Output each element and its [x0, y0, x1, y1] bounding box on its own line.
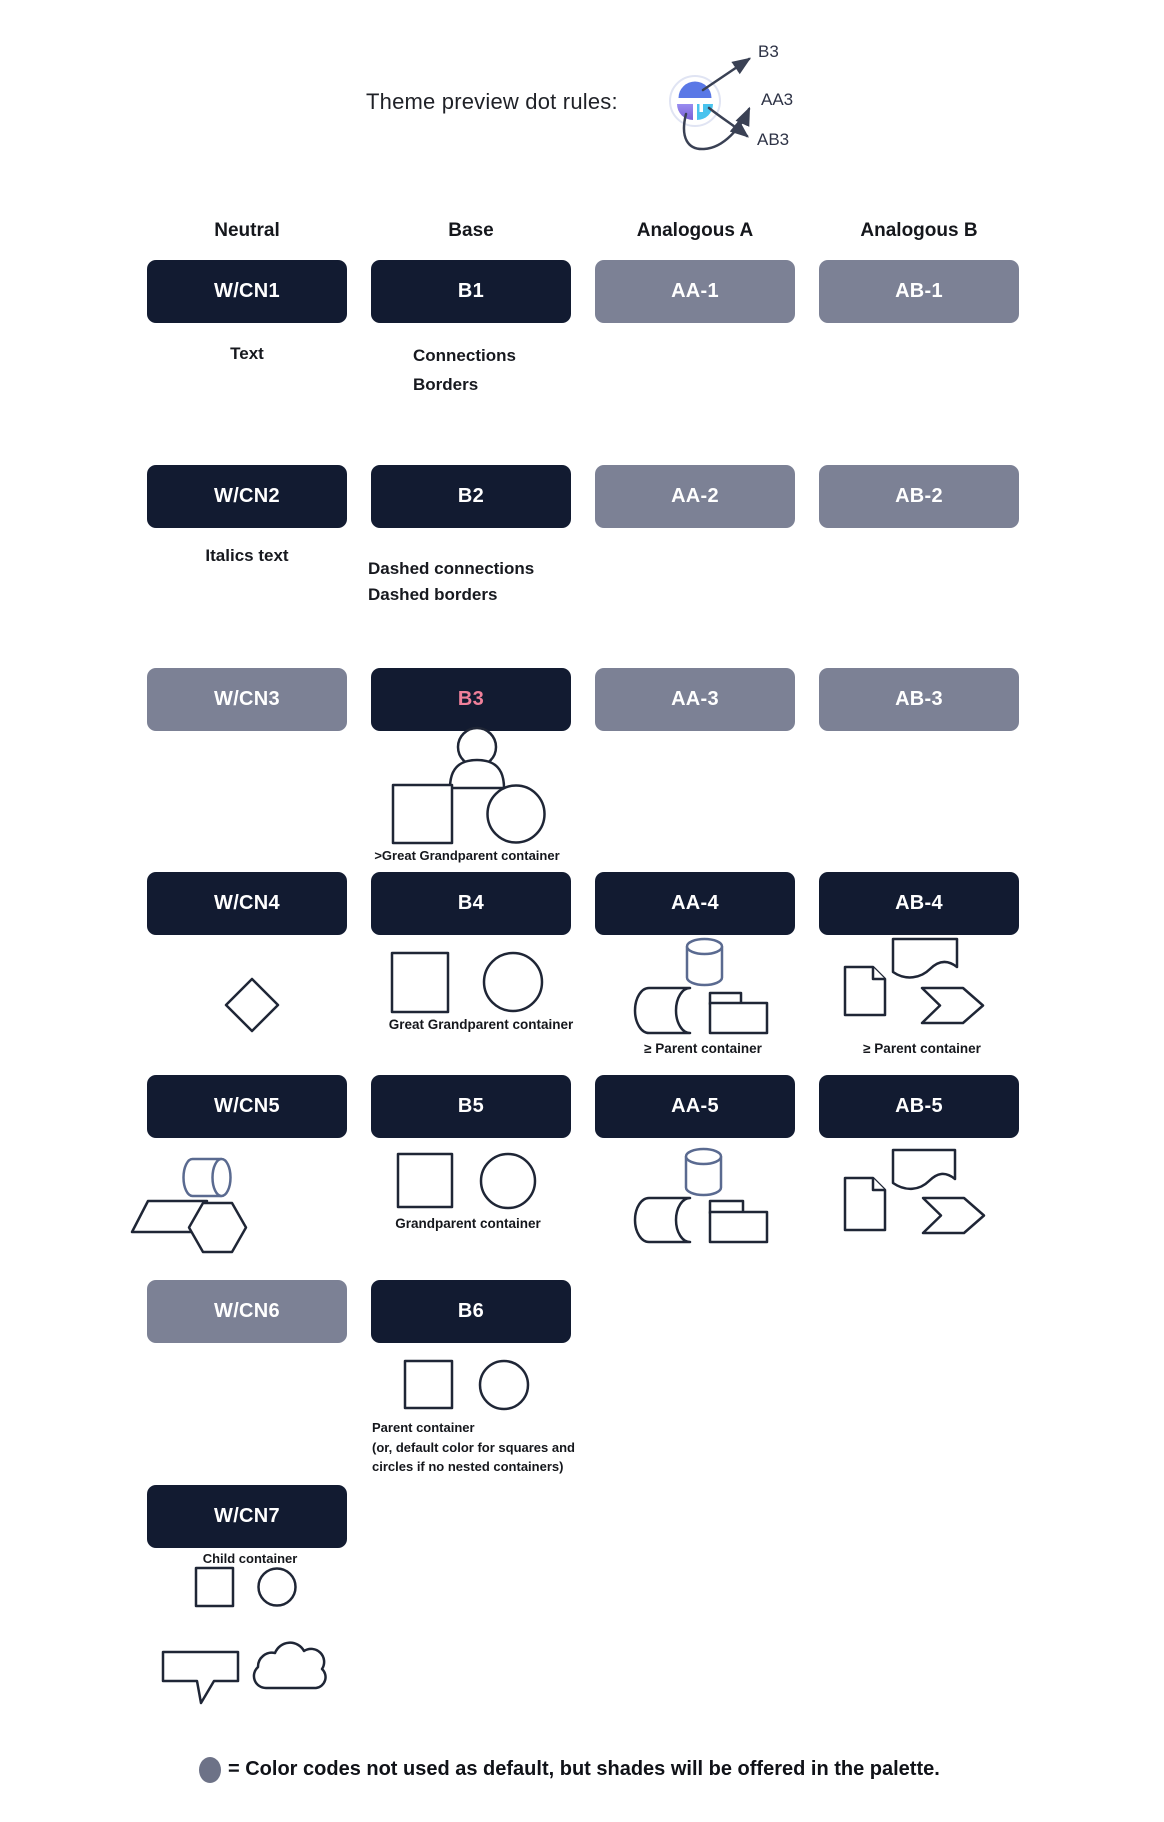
chip-label: B3	[457, 688, 485, 710]
chevron-icon	[923, 1198, 984, 1233]
chip-label: W/CN2	[214, 485, 280, 507]
wcn7-child-shapes	[163, 1568, 326, 1703]
chip-label: W/CN4	[214, 892, 280, 914]
note-line: Borders	[413, 375, 479, 394]
chip-label: W/CN5	[214, 1095, 280, 1117]
legend-text: = Color codes not used as default, but shades will be offered in the palette.	[228, 1758, 940, 1780]
circle-icon	[484, 953, 542, 1011]
page-icon	[845, 1178, 885, 1230]
chip-label: W/CN1	[214, 280, 280, 302]
stored-data-icon	[635, 988, 690, 1033]
chip-label: AA-3	[671, 688, 719, 710]
dot-target-label-b3: B3	[758, 42, 779, 61]
cloud-icon	[254, 1643, 326, 1688]
caption-b3: >Great Grandparent container	[374, 848, 560, 863]
circle-icon	[481, 1154, 535, 1208]
page-icon	[845, 967, 885, 1015]
b3-great-grandparent-shapes	[393, 728, 545, 843]
cylinder-icon	[687, 939, 722, 985]
note-line: Dashed borders	[368, 585, 498, 604]
square-icon	[393, 785, 452, 843]
chip-label: B1	[457, 280, 485, 302]
tab-card-icon	[710, 1201, 767, 1242]
caption-line: Parent container	[372, 1420, 475, 1435]
aa4-parent-shapes	[635, 939, 767, 1033]
chip-label: AB-2	[895, 485, 943, 507]
column-header-neutral: Neutral	[214, 220, 280, 241]
square-icon	[196, 1568, 233, 1606]
dot-target-label-aa3: AA3	[761, 90, 794, 109]
b5-grandparent-shapes	[398, 1154, 535, 1208]
dot-target-label-ab3: AB3	[757, 130, 790, 149]
chip-label: B4	[457, 892, 485, 914]
hexagon-icon	[189, 1203, 246, 1252]
ab5-shapes	[845, 1150, 984, 1233]
tab-card-icon	[710, 993, 767, 1033]
wcn5-shapes	[132, 1159, 246, 1252]
caption-b4: Great Grandparent container	[388, 1017, 574, 1032]
note-line: Connections	[413, 346, 516, 365]
chip-label: AB-3	[895, 688, 943, 710]
b4-great-grandparent-shapes	[392, 953, 542, 1012]
square-icon	[398, 1154, 452, 1207]
chip-label: B5	[457, 1095, 485, 1117]
horizontal-cylinder-icon	[184, 1159, 231, 1196]
cylinder-icon	[686, 1149, 721, 1195]
chip-label: AA-1	[671, 280, 719, 302]
chevron-icon	[922, 988, 983, 1023]
page-title: Theme preview dot rules:	[366, 89, 618, 114]
chip-label: B6	[457, 1300, 485, 1322]
chip-label: W/CN3	[214, 688, 280, 710]
chip-label: AA-5	[671, 1095, 719, 1117]
note-wcn2: Italics text	[205, 546, 289, 565]
chip-label: B2	[457, 485, 485, 507]
circle-icon	[480, 1361, 528, 1409]
circle-icon	[488, 786, 545, 843]
caption-aa4: ≥ Parent container	[644, 1041, 762, 1056]
chip-label: W/CN7	[214, 1505, 280, 1527]
chip-label: AA-4	[671, 892, 719, 914]
square-icon	[392, 953, 448, 1012]
b6-parent-shapes	[405, 1361, 528, 1409]
arrow-to-b3	[703, 59, 749, 90]
caption-ab4: ≥ Parent container	[863, 1041, 981, 1056]
note-line: Dashed connections	[368, 559, 535, 578]
caption-b5: Grandparent container	[395, 1216, 541, 1231]
speech-bubble-icon	[163, 1652, 238, 1703]
column-header-analogous-b: Analogous B	[860, 220, 978, 241]
square-icon	[405, 1361, 452, 1408]
note-wcn1: Text	[230, 344, 264, 363]
aa5-shapes	[635, 1149, 767, 1242]
wavy-document-icon	[893, 1150, 955, 1189]
person-shoulders	[450, 760, 504, 788]
caption-wcn7: Child container	[202, 1551, 298, 1566]
chip-label: AB-1	[895, 280, 943, 302]
caption-line: circles if no nested containers)	[372, 1459, 564, 1474]
chip-label: AB-4	[895, 892, 943, 914]
wavy-document-icon	[893, 939, 957, 977]
chip-label: AB-5	[895, 1095, 943, 1117]
stored-data-icon	[635, 1198, 690, 1242]
diamond-icon	[226, 979, 278, 1031]
chip-label: AA-2	[671, 485, 719, 507]
caption-line: (or, default color for squares and	[372, 1439, 575, 1455]
chip-label: W/CN6	[214, 1300, 280, 1322]
column-header-base: Base	[448, 220, 494, 241]
circle-icon	[259, 1569, 296, 1606]
ab4-parent-shapes	[845, 939, 983, 1023]
column-header-analogous-a: Analogous A	[636, 220, 754, 241]
